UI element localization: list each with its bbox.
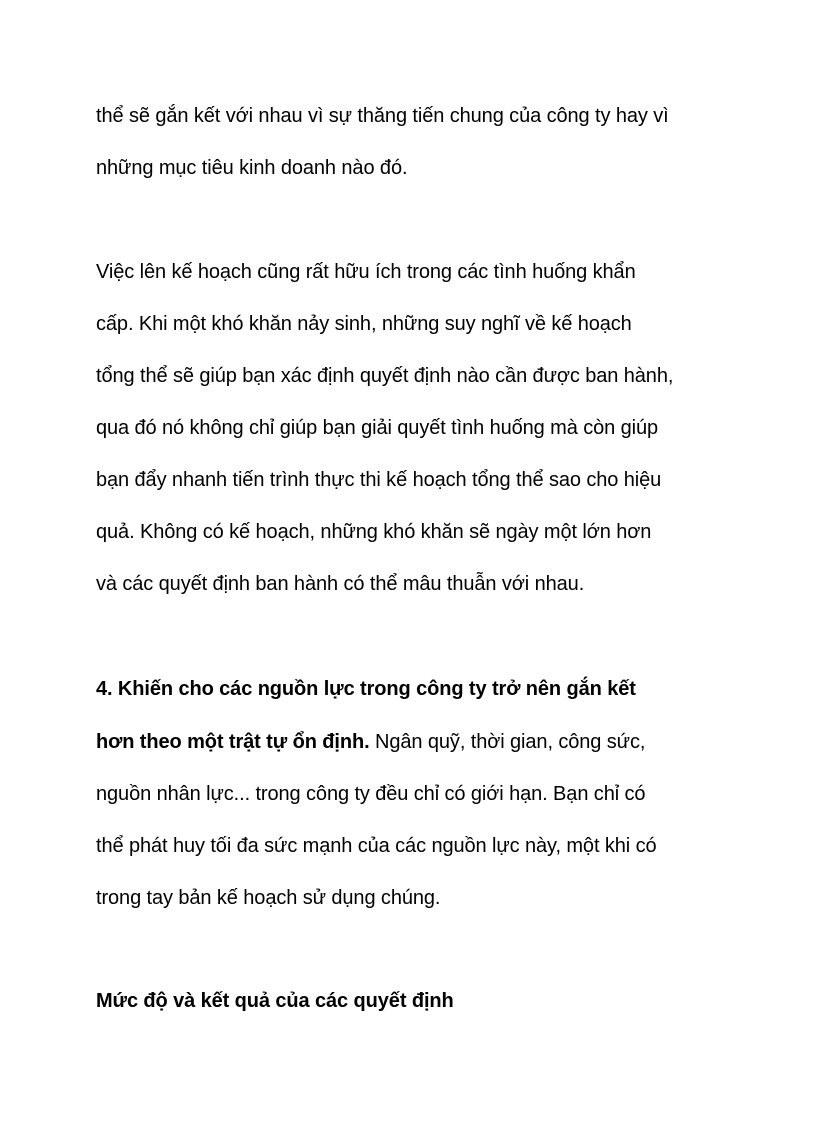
paragraph-2-line-3: tổng thể sẽ giúp bạn xác định quyết định nào cần được ban hành,	[96, 365, 674, 387]
paragraph-3-line-2	[96, 730, 645, 754]
paragraph-2-line-6: quả. Không có kế hoạch, những khó khăn sẽ ngày một lớn hơn	[96, 521, 652, 543]
paragraph-3-heading-line-1: 4. Khiến cho các nguồn lực trong công ty trở nên gắn kết	[96, 678, 636, 700]
paragraph-3-heading-line-2: hơn theo một trật tự ổn định.	[96, 731, 370, 753]
paragraph-2-line-5: bạn đẩy nhanh tiến trình thực thi kế hoạch tổng thể sao cho hiệu	[96, 469, 662, 491]
paragraph-3-line-3: nguồn nhân lực... trong công ty đều chỉ có giới hạn. Bạn chỉ có	[96, 783, 646, 805]
paragraph-2-line-1: Việc lên kế hoạch cũng rất hữu ích trong các tình huống khẩn	[96, 261, 636, 283]
paragraph-3-line-5: trong tay bản kế hoạch sử dụng chúng.	[96, 887, 441, 909]
paragraph-1-line-1: thể sẽ gắn kết với nhau vì sự thăng tiến chung của công ty hay vì	[96, 105, 669, 127]
paragraph-3-line-4: thể phát huy tối đa sức mạnh của các nguồn lực này, một khi có	[96, 835, 657, 857]
paragraph-2-line-4: qua đó nó không chỉ giúp bạn giải quyết tình huống mà còn giúp	[96, 417, 659, 439]
paragraph-2-line-7: và các quyết định ban hành có thể mâu thuẫn với nhau.	[96, 573, 585, 595]
paragraph-1-line-2: những mục tiêu kinh doanh nào đó.	[96, 157, 408, 179]
section-heading: Mức độ và kết quả của các quyết định	[96, 990, 454, 1012]
paragraph-2-line-2: cấp. Khi một khó khăn nảy sinh, những suy nghĩ về kế hoạch	[96, 313, 632, 335]
paragraph-3-line-2-rest: Ngân quỹ, thời gian, công sức,	[369, 731, 646, 753]
